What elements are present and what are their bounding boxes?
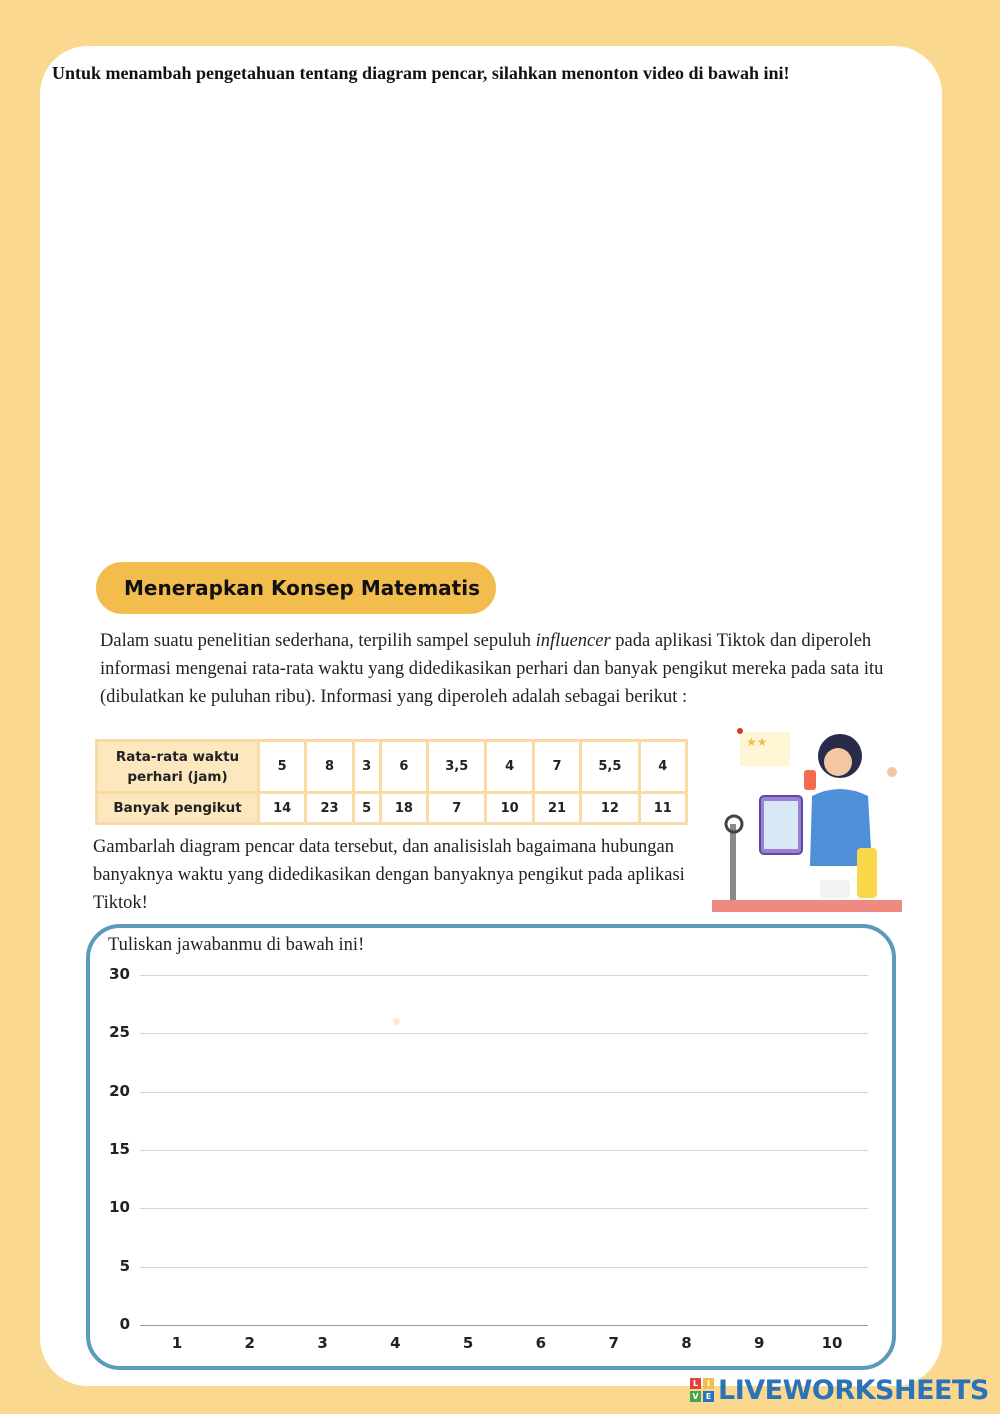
table-cell: 5,5 [581,741,639,793]
brand-name: LIVEWORKSHEETS [718,1374,989,1406]
table-cell: 6 [380,741,427,793]
table-row-time [97,741,687,793]
y-tick-label: 25 [109,1023,130,1042]
table-cell: 5 [353,793,380,824]
table-cell: 23 [306,793,353,824]
y-tick-label: 0 [119,1315,130,1333]
table-cell: 5 [259,741,306,793]
table-cell: 21 [533,793,580,824]
x-tick-label: 5 [462,1334,474,1352]
liveworksheets-logo-icon [690,1378,714,1402]
logo-letter: V [690,1391,701,1402]
liveworksheets-footer [690,1374,989,1406]
phone-screen [764,801,798,849]
answer-label: Tuliskan jawabanmu di bawah ini! [108,935,365,955]
table-cell: 7 [428,793,486,824]
x-tick-label: 2 [244,1334,255,1352]
intro-text: Untuk menambah pengetahuan tentang diagram pencar, silahkan menonton video di bawah ini! [52,63,790,83]
section-title: Menerapkan Konsep Matematis [124,576,480,600]
star-icon: ★★ [746,735,768,749]
notification-dot [737,728,743,734]
face-shape [824,748,852,776]
table-cell: 3 [353,741,380,793]
row-label-time: Rata-rata waktu perhari (jam) [97,741,259,793]
y-tick-label: 20 [109,1081,130,1100]
paragraph-italic: influencer [535,631,611,651]
logo-letter: L [690,1378,701,1389]
table-cell: 4 [639,741,686,793]
table-cell: 14 [259,793,306,824]
stray-dot [393,1018,400,1025]
row-label-followers: Banyak pengikut [97,793,259,824]
logo-letter: E [703,1391,714,1402]
hand-pointing [887,767,897,777]
table-cell: 8 [306,741,353,793]
table-cell: 10 [486,793,533,824]
y-tick-label: 5 [119,1256,130,1275]
problem-paragraph [100,627,910,711]
x-tick-label: 1 [171,1334,183,1352]
y-tick-label: 30 [109,965,130,983]
logo-letter: I [703,1378,714,1389]
grid-line [140,1092,868,1093]
y-tick-label: 15 [109,1140,130,1158]
data-table [95,739,688,825]
table-cell: 12 [581,793,639,824]
y-tick-label: 10 [109,1198,130,1217]
x-tick-label: 3 [317,1334,328,1352]
x-tick-label: 10 [821,1334,843,1352]
x-tick-label: 8 [681,1334,692,1352]
desk-shape [712,900,902,912]
x-tick-label: 4 [390,1334,401,1352]
cream-tube [857,848,877,898]
table-cell: 4 [486,741,533,793]
grid-line [140,1033,868,1034]
grid-line [140,1150,868,1151]
table-cell: 3,5 [428,741,486,793]
table-row-followers [97,793,687,824]
x-axis-line [140,1325,868,1326]
paragraph-part2: pada aplikasi Tiktok dan diperoleh informasi mengenai rata-rata waktu yang didedikasikan perhari dan banyak pengikut mereka pada sata itu (dibulatkan ke puluhan ribu). Informasi yang diperoleh adalah sebagai berikut : [100,631,884,707]
grid-line [140,1208,868,1209]
stand-pole [730,824,736,900]
table-cell: 18 [380,793,427,824]
section-title-pill [96,562,496,614]
cream-jar [820,880,850,898]
x-tick-label: 6 [535,1334,547,1352]
paragraph-part1: Dalam suatu penelitian sederhana, terpilih sampel sepuluh [100,631,536,651]
table-cell: 11 [639,793,686,824]
answer-box[interactable] [86,924,896,1370]
table-cell: 7 [533,741,580,793]
product-bottle [804,770,816,790]
task-text: Gambarlah diagram pencar data tersebut, dan analisislah bagaimana hubungan banyaknya waktu yang didedikasikan dengan banyaknya pengikut pada aplikasi Tiktok! [93,837,685,913]
grid-line [140,975,868,976]
influencer-illustration [712,726,904,916]
x-tick-label: 9 [754,1334,765,1352]
x-tick-label: 7 [608,1334,619,1352]
grid-line [140,1267,868,1268]
